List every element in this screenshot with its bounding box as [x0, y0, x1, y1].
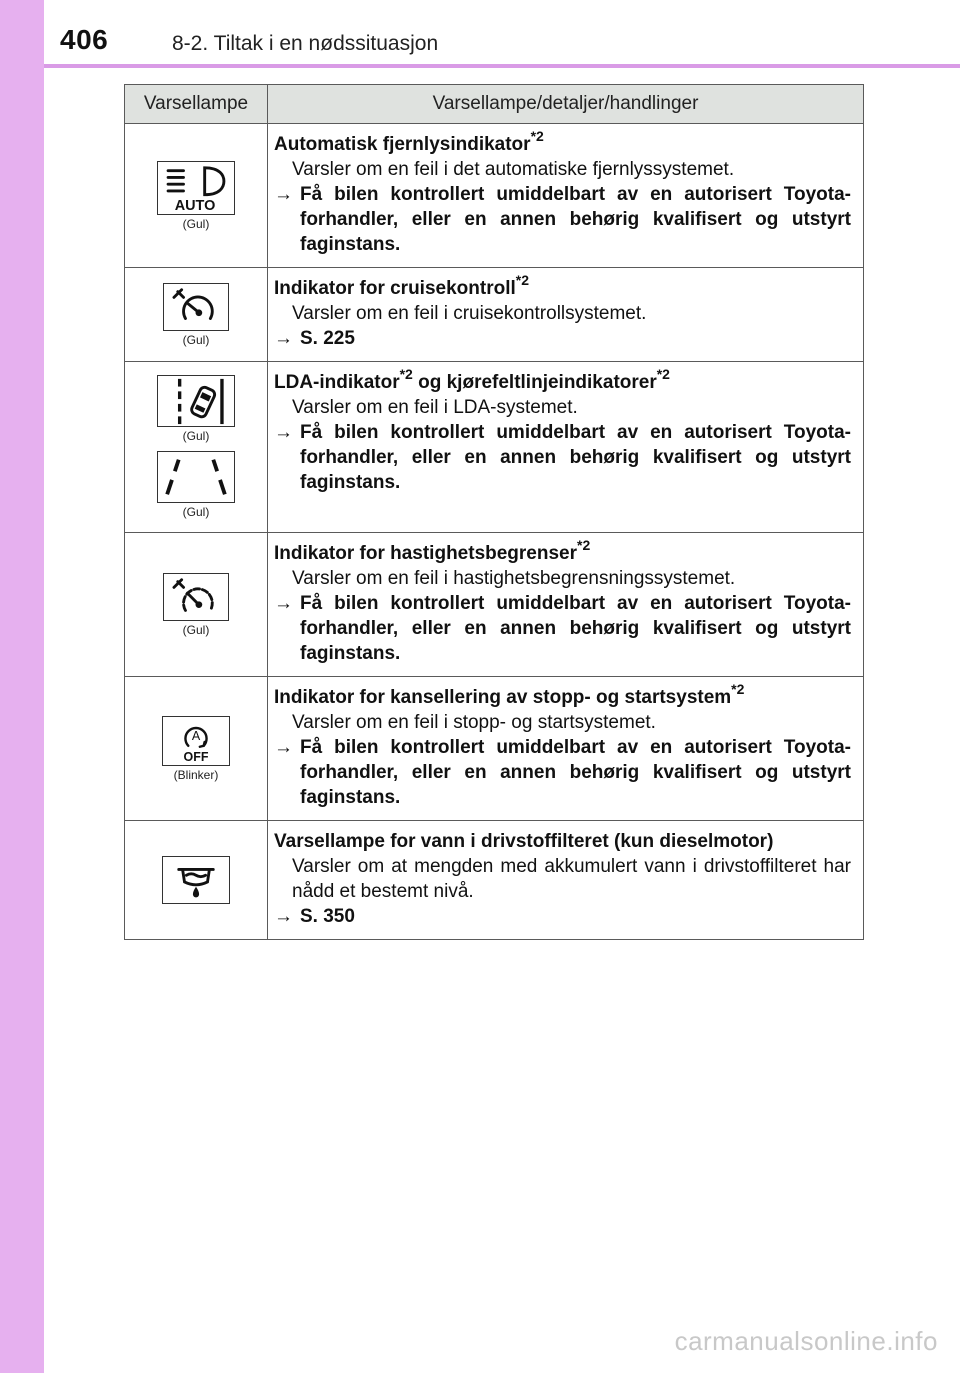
icon-caption: (Blinker): [173, 767, 219, 782]
cruise-control-icon: [163, 283, 229, 331]
section-title: 8-2. Tiltak i en nødssituasjon: [172, 32, 439, 55]
row-action: → Få bilen kontrollert umiddelbart av en autorisert Toyota-forhandler, eller en annen behørig kvalifisert og utstyrt faginstans.: [274, 593, 851, 664]
icon-caption: (Gul): [182, 332, 210, 347]
icon-cell: [125, 533, 268, 677]
arrow-icon: →: [274, 328, 293, 349]
footnote-marker: *2: [656, 365, 670, 382]
table-row: [125, 124, 864, 268]
footnote-marker: *2: [577, 536, 591, 553]
column-header-light: Varsellampe: [125, 85, 268, 124]
left-color-band: [0, 0, 44, 1373]
icon-cell: [125, 268, 268, 362]
arrow-icon: →: [274, 184, 293, 205]
icon-cell: [125, 677, 268, 821]
details-cell: [268, 677, 864, 821]
row-description: Varsler om en feil i det automatiske fjernlyssystemet.: [292, 159, 735, 180]
arrow-icon: →: [274, 737, 293, 758]
icon-caption: (Gul): [182, 429, 210, 443]
column-header-details: Varsellampe/detaljer/handlinger: [268, 85, 864, 124]
arrow-icon: →: [274, 422, 293, 443]
icon-caption: (Gul): [182, 216, 210, 231]
row-action: → S. 225: [274, 328, 355, 349]
icon-cell: [125, 821, 268, 940]
table-row: [125, 533, 864, 677]
row-title: Indikator for cruisekontroll$^{*2}$: [274, 271, 529, 299]
row-description: Varsler om en feil i LDA-systemet.: [292, 397, 578, 418]
row-title: LDA-indikator$^{*2}$ og kjørefeltlinjeindikatorer$^{*2}$: [274, 365, 670, 393]
svg-text:OFF: OFF: [183, 749, 209, 764]
table-row: [125, 362, 864, 533]
footnote-marker: *2: [515, 271, 529, 288]
svg-text:AUTO: AUTO: [174, 197, 216, 214]
stop-start-off-icon: [162, 716, 230, 766]
icon-cell: [125, 362, 268, 533]
table-header-row: [125, 85, 864, 124]
row-description: Varsler om en feil i hastighetsbegrensningssystemet.: [292, 568, 736, 589]
icon-cell: [125, 124, 268, 268]
row-description: Varsler om at mengden med akkumulert vann i drivstoffilteret har nådd et bestemt nivå.: [292, 856, 851, 902]
table-row: [125, 268, 864, 362]
table-row: [125, 821, 864, 940]
lane-line-icon: [157, 451, 235, 503]
page-number: 406: [60, 24, 109, 55]
row-action: → Få bilen kontrollert umiddelbart av en autorisert Toyota-forhandler, eller en annen behørig kvalifisert og utstyrt faginstans.: [274, 737, 851, 808]
row-action: → Få bilen kontrollert umiddelbart av en autorisert Toyota-forhandler, eller en annen behørig kvalifisert og utstyrt faginstans.: [274, 184, 851, 255]
footnote-marker: *2: [731, 680, 745, 697]
details-cell: [268, 821, 864, 940]
svg-text:A: A: [191, 728, 201, 743]
row-title: Varsellampe for vann i drivstoffilteret (kun dieselmotor): [274, 831, 774, 852]
table-row: [125, 677, 864, 821]
auto-high-beam-icon: [157, 161, 235, 215]
footnote-marker: *2: [530, 127, 544, 144]
row-title: Automatisk fjernlysindikator$^{*2}$: [274, 127, 544, 155]
speed-limiter-icon: [163, 573, 229, 621]
row-description: Varsler om en feil i cruisekontrollsystemet.: [292, 303, 647, 324]
row-action: → S. 350: [274, 906, 355, 927]
icon-caption: (Gul): [182, 505, 210, 519]
row-action: → Få bilen kontrollert umiddelbart av en autorisert Toyota-forhandler, eller en annen behørig kvalifisert og utstyrt faginstans.: [274, 422, 851, 493]
warning-light-table: [124, 84, 864, 940]
details-cell: [268, 533, 864, 677]
watermark-logo: carmanualsonline.info: [674, 1326, 938, 1356]
water-in-fuel-filter-icon: [162, 856, 230, 904]
details-cell: [268, 124, 864, 268]
icon-caption: (Gul): [182, 622, 210, 637]
lane-departure-alert-icon: [157, 375, 235, 427]
header-rule: [44, 64, 960, 68]
arrow-icon: →: [274, 906, 293, 927]
details-cell: [268, 362, 864, 533]
row-title: Indikator for hastighetsbegrenser$^{*2}$: [274, 536, 591, 564]
details-cell: [268, 268, 864, 362]
footnote-marker: *2: [399, 365, 413, 382]
arrow-icon: →: [274, 593, 293, 614]
row-title: Indikator for kansellering av stopp- og startsystem$^{*2}$: [274, 680, 745, 708]
row-description: Varsler om en feil i stopp- og startsystemet.: [292, 712, 656, 733]
